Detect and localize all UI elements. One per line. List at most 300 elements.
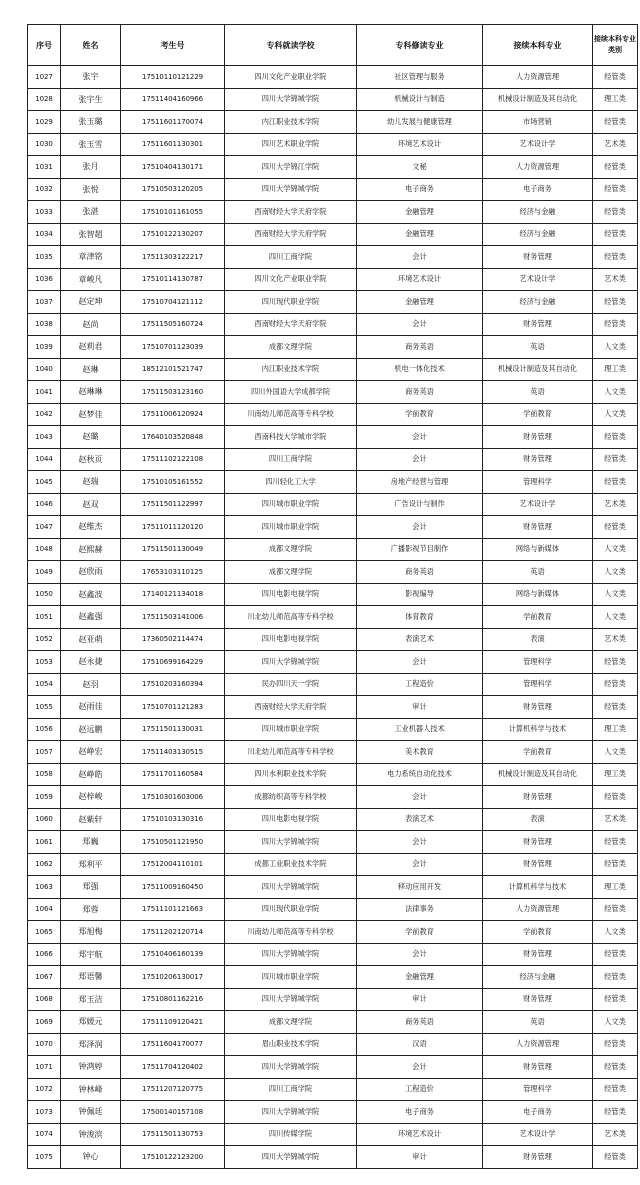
cell-index: 1067 [28, 966, 61, 989]
cell-candidate-number: 17511601170074 [121, 111, 225, 134]
cell-college-major: 幼儿发展与健康管理 [357, 111, 483, 134]
cell-name: 钟鸿婷 [61, 1056, 121, 1079]
cell-college-major: 法律事务 [357, 898, 483, 921]
cell-college-major: 会计 [357, 516, 483, 539]
cell-name: 赵亚萌 [61, 628, 121, 651]
cell-bachelor-major: 机械设计制造及其自动化 [483, 763, 593, 786]
cell-college-major: 会计 [357, 853, 483, 876]
cell-college-major: 表演艺术 [357, 808, 483, 831]
cell-index: 1049 [28, 561, 61, 584]
cell-major-category: 人文类 [593, 336, 638, 359]
cell-major-category: 经管类 [593, 471, 638, 494]
cell-college: 川南幼儿师范高等专科学校 [225, 921, 357, 944]
cell-major-category: 经管类 [593, 178, 638, 201]
cell-name: 郑蓉 [61, 898, 121, 921]
cell-name: 赵莉君 [61, 336, 121, 359]
cell-major-category: 艺术类 [593, 268, 638, 291]
cell-bachelor-major: 人力资源管理 [483, 898, 593, 921]
cell-major-category: 经管类 [593, 831, 638, 854]
cell-bachelor-major: 艺术设计学 [483, 268, 593, 291]
header-candidate-number: 考生号 [121, 25, 225, 66]
cell-bachelor-major: 财务管理 [483, 853, 593, 876]
table-row [28, 1033, 638, 1056]
cell-name: 钟佩廷 [61, 1101, 121, 1124]
cell-college-major: 会计 [357, 246, 483, 269]
cell-college-major: 环境艺术设计 [357, 1123, 483, 1146]
cell-college-major: 商务英语 [357, 336, 483, 359]
cell-candidate-number: 17512004110101 [121, 853, 225, 876]
cell-candidate-number: 17511501130031 [121, 718, 225, 741]
cell-college: 四川文化产业职业学院 [225, 268, 357, 291]
cell-college: 四川文化产业职业学院 [225, 66, 357, 89]
cell-college-major: 学前教育 [357, 403, 483, 426]
cell-name: 赵双 [61, 493, 121, 516]
cell-college-major: 金融管理 [357, 966, 483, 989]
cell-name: 赵峥宏 [61, 741, 121, 764]
cell-college-major: 审计 [357, 1146, 483, 1169]
cell-candidate-number: 17511009160450 [121, 876, 225, 899]
cell-major-category: 人文类 [593, 741, 638, 764]
cell-college-major: 工业机器人技术 [357, 718, 483, 741]
table-row [28, 246, 638, 269]
cell-college: 四川大学锦城学院 [225, 178, 357, 201]
cell-bachelor-major: 英语 [483, 1011, 593, 1034]
cell-candidate-number: 17140121134018 [121, 583, 225, 606]
cell-name: 郑巍 [61, 831, 121, 854]
cell-major-category: 人文类 [593, 538, 638, 561]
cell-index: 1073 [28, 1101, 61, 1124]
cell-index: 1062 [28, 853, 61, 876]
cell-bachelor-major: 财务管理 [483, 786, 593, 809]
cell-candidate-number: 17510203160394 [121, 673, 225, 696]
cell-bachelor-major: 学前教育 [483, 606, 593, 629]
table-row [28, 111, 638, 134]
cell-college: 四川工商学院 [225, 246, 357, 269]
cell-candidate-number: 17510110121229 [121, 66, 225, 89]
table-body [28, 66, 638, 1169]
cell-bachelor-major: 学前教育 [483, 403, 593, 426]
table-row [28, 471, 638, 494]
table-row [28, 403, 638, 426]
table-row [28, 673, 638, 696]
cell-name: 章峻凡 [61, 268, 121, 291]
cell-name: 张湛 [61, 201, 121, 224]
cell-major-category: 经管类 [593, 246, 638, 269]
cell-index: 1056 [28, 718, 61, 741]
cell-college: 四川大学锦城学院 [225, 1101, 357, 1124]
cell-college: 四川大学锦城学院 [225, 831, 357, 854]
cell-college: 四川外国语大学成都学院 [225, 381, 357, 404]
table-row [28, 291, 638, 314]
cell-college: 四川艺术职业学院 [225, 133, 357, 156]
cell-college-major: 机电一体化技术 [357, 358, 483, 381]
cell-name: 张宇 [61, 66, 121, 89]
table-row [28, 763, 638, 786]
cell-bachelor-major: 财务管理 [483, 313, 593, 336]
cell-major-category: 经管类 [593, 853, 638, 876]
cell-college-major: 美术教育 [357, 741, 483, 764]
cell-candidate-number: 17510101161055 [121, 201, 225, 224]
cell-index: 1055 [28, 696, 61, 719]
cell-candidate-number: 17510122130207 [121, 223, 225, 246]
cell-bachelor-major: 财务管理 [483, 696, 593, 719]
cell-bachelor-major: 学前教育 [483, 921, 593, 944]
cell-college: 西南财经大学天府学院 [225, 201, 357, 224]
cell-index: 1033 [28, 201, 61, 224]
cell-name: 赵紫轩 [61, 808, 121, 831]
cell-major-category: 经管类 [593, 1101, 638, 1124]
cell-index: 1043 [28, 426, 61, 449]
table-row [28, 133, 638, 156]
cell-name: 郑宇航 [61, 943, 121, 966]
cell-bachelor-major: 学前教育 [483, 741, 593, 764]
cell-college: 成都文理学院 [225, 561, 357, 584]
cell-bachelor-major: 财务管理 [483, 1056, 593, 1079]
cell-college: 四川大学锦城学院 [225, 651, 357, 674]
cell-college: 四川电影电视学院 [225, 628, 357, 651]
cell-college: 四川大学锦城学院 [225, 943, 357, 966]
cell-index: 1063 [28, 876, 61, 899]
cell-name: 赵远鹏 [61, 718, 121, 741]
cell-college: 四川大学锦城学院 [225, 1056, 357, 1079]
cell-candidate-number: 17510701123039 [121, 336, 225, 359]
cell-major-category: 艺术类 [593, 1123, 638, 1146]
cell-candidate-number: 17510503120205 [121, 178, 225, 201]
cell-index: 1037 [28, 291, 61, 314]
cell-college: 成都工业职业技术学院 [225, 853, 357, 876]
cell-candidate-number: 17360502114474 [121, 628, 225, 651]
cell-name: 郑利平 [61, 853, 121, 876]
cell-college-major: 审计 [357, 988, 483, 1011]
cell-candidate-number: 17511701160584 [121, 763, 225, 786]
cell-bachelor-major: 经济与金融 [483, 291, 593, 314]
cell-bachelor-major: 管理科学 [483, 673, 593, 696]
cell-index: 1044 [28, 448, 61, 471]
cell-index: 1039 [28, 336, 61, 359]
cell-candidate-number: 17511503123160 [121, 381, 225, 404]
cell-major-category: 艺术类 [593, 628, 638, 651]
cell-index: 1032 [28, 178, 61, 201]
cell-college-major: 商务英语 [357, 561, 483, 584]
header-college-major: 专科修读专业 [357, 25, 483, 66]
cell-college: 四川轻化工大学 [225, 471, 357, 494]
table-row [28, 1101, 638, 1124]
cell-college-major: 学前教育 [357, 921, 483, 944]
cell-candidate-number: 17510301603006 [121, 786, 225, 809]
cell-college: 川北幼儿师范高等专科学校 [225, 606, 357, 629]
cell-candidate-number: 17510501121950 [121, 831, 225, 854]
cell-major-category: 经管类 [593, 516, 638, 539]
cell-index: 1031 [28, 156, 61, 179]
cell-college: 四川电影电视学院 [225, 808, 357, 831]
cell-index: 1068 [28, 988, 61, 1011]
cell-name: 赵琳 [61, 358, 121, 381]
cell-index: 1071 [28, 1056, 61, 1079]
cell-major-category: 经管类 [593, 201, 638, 224]
cell-major-category: 经管类 [593, 448, 638, 471]
cell-candidate-number: 17511109120421 [121, 1011, 225, 1034]
cell-name: 赵定坤 [61, 291, 121, 314]
cell-major-category: 人文类 [593, 606, 638, 629]
cell-bachelor-major: 英语 [483, 561, 593, 584]
cell-college-major: 会计 [357, 1056, 483, 1079]
cell-college-major: 会计 [357, 313, 483, 336]
cell-name: 张月 [61, 156, 121, 179]
cell-bachelor-major: 管理科学 [483, 1078, 593, 1101]
cell-index: 1072 [28, 1078, 61, 1101]
cell-name: 赵雨佳 [61, 696, 121, 719]
cell-index: 1045 [28, 471, 61, 494]
table-row [28, 516, 638, 539]
cell-index: 1051 [28, 606, 61, 629]
table-row [28, 1056, 638, 1079]
cell-college: 四川城市职业学院 [225, 516, 357, 539]
cell-college-major: 金融管理 [357, 201, 483, 224]
cell-index: 1054 [28, 673, 61, 696]
cell-major-category: 艺术类 [593, 133, 638, 156]
cell-college-major: 文秘 [357, 156, 483, 179]
cell-bachelor-major: 经济与金融 [483, 201, 593, 224]
cell-name: 赵维杰 [61, 516, 121, 539]
cell-name: 赵欣雨 [61, 561, 121, 584]
cell-bachelor-major: 网络与新媒体 [483, 538, 593, 561]
table-row [28, 156, 638, 179]
table-row [28, 381, 638, 404]
table-row [28, 201, 638, 224]
cell-index: 1065 [28, 921, 61, 944]
cell-candidate-number: 17511011120120 [121, 516, 225, 539]
cell-candidate-number: 17511404160966 [121, 88, 225, 111]
table-row [28, 876, 638, 899]
cell-candidate-number: 17511503141006 [121, 606, 225, 629]
cell-candidate-number: 17510114130787 [121, 268, 225, 291]
cell-candidate-number: 17511505160724 [121, 313, 225, 336]
admission-table-sheet [27, 24, 638, 1169]
cell-college: 眉山职业技术学院 [225, 1033, 357, 1056]
cell-index: 1064 [28, 898, 61, 921]
cell-name: 郑强 [61, 876, 121, 899]
cell-index: 1060 [28, 808, 61, 831]
table-row [28, 651, 638, 674]
cell-college: 四川大学锦城学院 [225, 988, 357, 1011]
cell-bachelor-major: 财务管理 [483, 448, 593, 471]
cell-major-category: 经管类 [593, 943, 638, 966]
cell-major-category: 经管类 [593, 426, 638, 449]
table-row [28, 426, 638, 449]
cell-index: 1027 [28, 66, 61, 89]
admission-table [27, 24, 638, 1169]
cell-candidate-number: 17510103130316 [121, 808, 225, 831]
cell-name: 赵羽 [61, 673, 121, 696]
cell-major-category: 理工类 [593, 718, 638, 741]
cell-index: 1061 [28, 831, 61, 854]
cell-major-category: 人文类 [593, 921, 638, 944]
cell-name: 赵永捷 [61, 651, 121, 674]
cell-major-category: 艺术类 [593, 493, 638, 516]
cell-candidate-number: 17640103520848 [121, 426, 225, 449]
cell-major-category: 理工类 [593, 88, 638, 111]
cell-college: 川北幼儿师范高等专科学校 [225, 741, 357, 764]
cell-index: 1059 [28, 786, 61, 809]
table-row [28, 223, 638, 246]
cell-index: 1040 [28, 358, 61, 381]
cell-college-major: 机械设计与制造 [357, 88, 483, 111]
cell-college: 四川大学锦城学院 [225, 1146, 357, 1169]
cell-college: 西南财经大学天府学院 [225, 223, 357, 246]
cell-index: 1052 [28, 628, 61, 651]
cell-candidate-number: 17510406160139 [121, 943, 225, 966]
cell-name: 章津铭 [61, 246, 121, 269]
table-row [28, 448, 638, 471]
cell-index: 1029 [28, 111, 61, 134]
cell-name: 张智超 [61, 223, 121, 246]
cell-index: 1046 [28, 493, 61, 516]
cell-college-major: 会计 [357, 786, 483, 809]
cell-major-category: 经管类 [593, 673, 638, 696]
table-row [28, 178, 638, 201]
table-row [28, 606, 638, 629]
cell-name: 赵峥皓 [61, 763, 121, 786]
cell-bachelor-major: 电子商务 [483, 1101, 593, 1124]
cell-index: 1050 [28, 583, 61, 606]
cell-candidate-number: 17511403130515 [121, 741, 225, 764]
cell-major-category: 人文类 [593, 381, 638, 404]
cell-college: 四川现代职业学院 [225, 291, 357, 314]
cell-candidate-number: 17511202120714 [121, 921, 225, 944]
table-row [28, 718, 638, 741]
cell-bachelor-major: 财务管理 [483, 516, 593, 539]
table-row [28, 853, 638, 876]
cell-bachelor-major: 艺术设计学 [483, 133, 593, 156]
cell-college: 四川大学锦江学院 [225, 156, 357, 179]
cell-index: 1047 [28, 516, 61, 539]
cell-college: 成都文理学院 [225, 336, 357, 359]
cell-bachelor-major: 财务管理 [483, 246, 593, 269]
table-header-row [28, 25, 638, 66]
cell-name: 郑泽润 [61, 1033, 121, 1056]
cell-bachelor-major: 计算机科学与技术 [483, 876, 593, 899]
cell-major-category: 人文类 [593, 561, 638, 584]
cell-name: 郑媛元 [61, 1011, 121, 1034]
cell-college: 四川工商学院 [225, 448, 357, 471]
cell-candidate-number: 17510699164229 [121, 651, 225, 674]
cell-college-major: 电子商务 [357, 178, 483, 201]
table-row [28, 313, 638, 336]
cell-major-category: 经管类 [593, 966, 638, 989]
cell-name: 赵鑫波 [61, 583, 121, 606]
header-major-category: 接续本科专业类别 [593, 25, 638, 66]
cell-index: 1070 [28, 1033, 61, 1056]
cell-college-major: 商务英语 [357, 1011, 483, 1034]
cell-major-category: 经管类 [593, 988, 638, 1011]
cell-major-category: 经管类 [593, 1146, 638, 1169]
cell-bachelor-major: 英语 [483, 336, 593, 359]
cell-candidate-number: 17511207120775 [121, 1078, 225, 1101]
cell-major-category: 人文类 [593, 583, 638, 606]
cell-college-major: 移动应用开发 [357, 876, 483, 899]
cell-name: 赵琳琳 [61, 381, 121, 404]
cell-index: 1030 [28, 133, 61, 156]
cell-college-major: 会计 [357, 651, 483, 674]
cell-candidate-number: 17511303122217 [121, 246, 225, 269]
cell-bachelor-major: 经济与金融 [483, 223, 593, 246]
cell-name: 郑旭梅 [61, 921, 121, 944]
cell-index: 1038 [28, 313, 61, 336]
cell-major-category: 经管类 [593, 313, 638, 336]
cell-bachelor-major: 机械设计制造及其自动化 [483, 358, 593, 381]
cell-candidate-number: 17511101121663 [121, 898, 225, 921]
cell-name: 张宇生 [61, 88, 121, 111]
table-row [28, 1123, 638, 1146]
cell-bachelor-major: 艺术设计学 [483, 1123, 593, 1146]
cell-index: 1048 [28, 538, 61, 561]
cell-candidate-number: 17510701121283 [121, 696, 225, 719]
table-row [28, 493, 638, 516]
table-row [28, 628, 638, 651]
cell-index: 1057 [28, 741, 61, 764]
cell-major-category: 经管类 [593, 291, 638, 314]
cell-college: 西南财经大学天府学院 [225, 313, 357, 336]
cell-index: 1053 [28, 651, 61, 674]
cell-major-category: 经管类 [593, 1056, 638, 1079]
table-row [28, 1011, 638, 1034]
cell-college-major: 房地产经营与管理 [357, 471, 483, 494]
cell-college-major: 会计 [357, 426, 483, 449]
table-row [28, 741, 638, 764]
cell-college-major: 商务英语 [357, 381, 483, 404]
cell-name: 钟心 [61, 1146, 121, 1169]
cell-college-major: 表演艺术 [357, 628, 483, 651]
table-row [28, 66, 638, 89]
cell-college: 内江职业技术学院 [225, 111, 357, 134]
cell-bachelor-major: 财务管理 [483, 943, 593, 966]
cell-college: 四川现代职业学院 [225, 898, 357, 921]
cell-name: 钟林峰 [61, 1078, 121, 1101]
cell-index: 1036 [28, 268, 61, 291]
cell-bachelor-major: 经济与金融 [483, 966, 593, 989]
cell-college-major: 社区管理与服务 [357, 66, 483, 89]
table-row [28, 336, 638, 359]
cell-candidate-number: 17511102122108 [121, 448, 225, 471]
cell-bachelor-major: 市场营销 [483, 111, 593, 134]
cell-college: 四川大学锦城学院 [225, 88, 357, 111]
cell-college-major: 电力系统自动化技术 [357, 763, 483, 786]
cell-candidate-number: 17511501122997 [121, 493, 225, 516]
cell-major-category: 经管类 [593, 1078, 638, 1101]
cell-bachelor-major: 财务管理 [483, 1146, 593, 1169]
cell-major-category: 人文类 [593, 403, 638, 426]
cell-candidate-number: 17510704121112 [121, 291, 225, 314]
cell-major-category: 经管类 [593, 156, 638, 179]
cell-candidate-number: 17653103110125 [121, 561, 225, 584]
cell-college-major: 广播影视节目制作 [357, 538, 483, 561]
cell-college: 四川电影电视学院 [225, 583, 357, 606]
cell-major-category: 经管类 [593, 898, 638, 921]
cell-college: 西南财经大学天府学院 [225, 696, 357, 719]
cell-bachelor-major: 财务管理 [483, 988, 593, 1011]
cell-major-category: 艺术类 [593, 808, 638, 831]
cell-index: 1042 [28, 403, 61, 426]
cell-name: 张悦 [61, 178, 121, 201]
cell-college: 成都文理学院 [225, 1011, 357, 1034]
cell-bachelor-major: 表演 [483, 808, 593, 831]
cell-name: 郑玉洁 [61, 988, 121, 1011]
cell-name: 赵鑫强 [61, 606, 121, 629]
table-row [28, 786, 638, 809]
cell-index: 1058 [28, 763, 61, 786]
cell-bachelor-major: 管理科学 [483, 471, 593, 494]
cell-candidate-number: 17511601130301 [121, 133, 225, 156]
